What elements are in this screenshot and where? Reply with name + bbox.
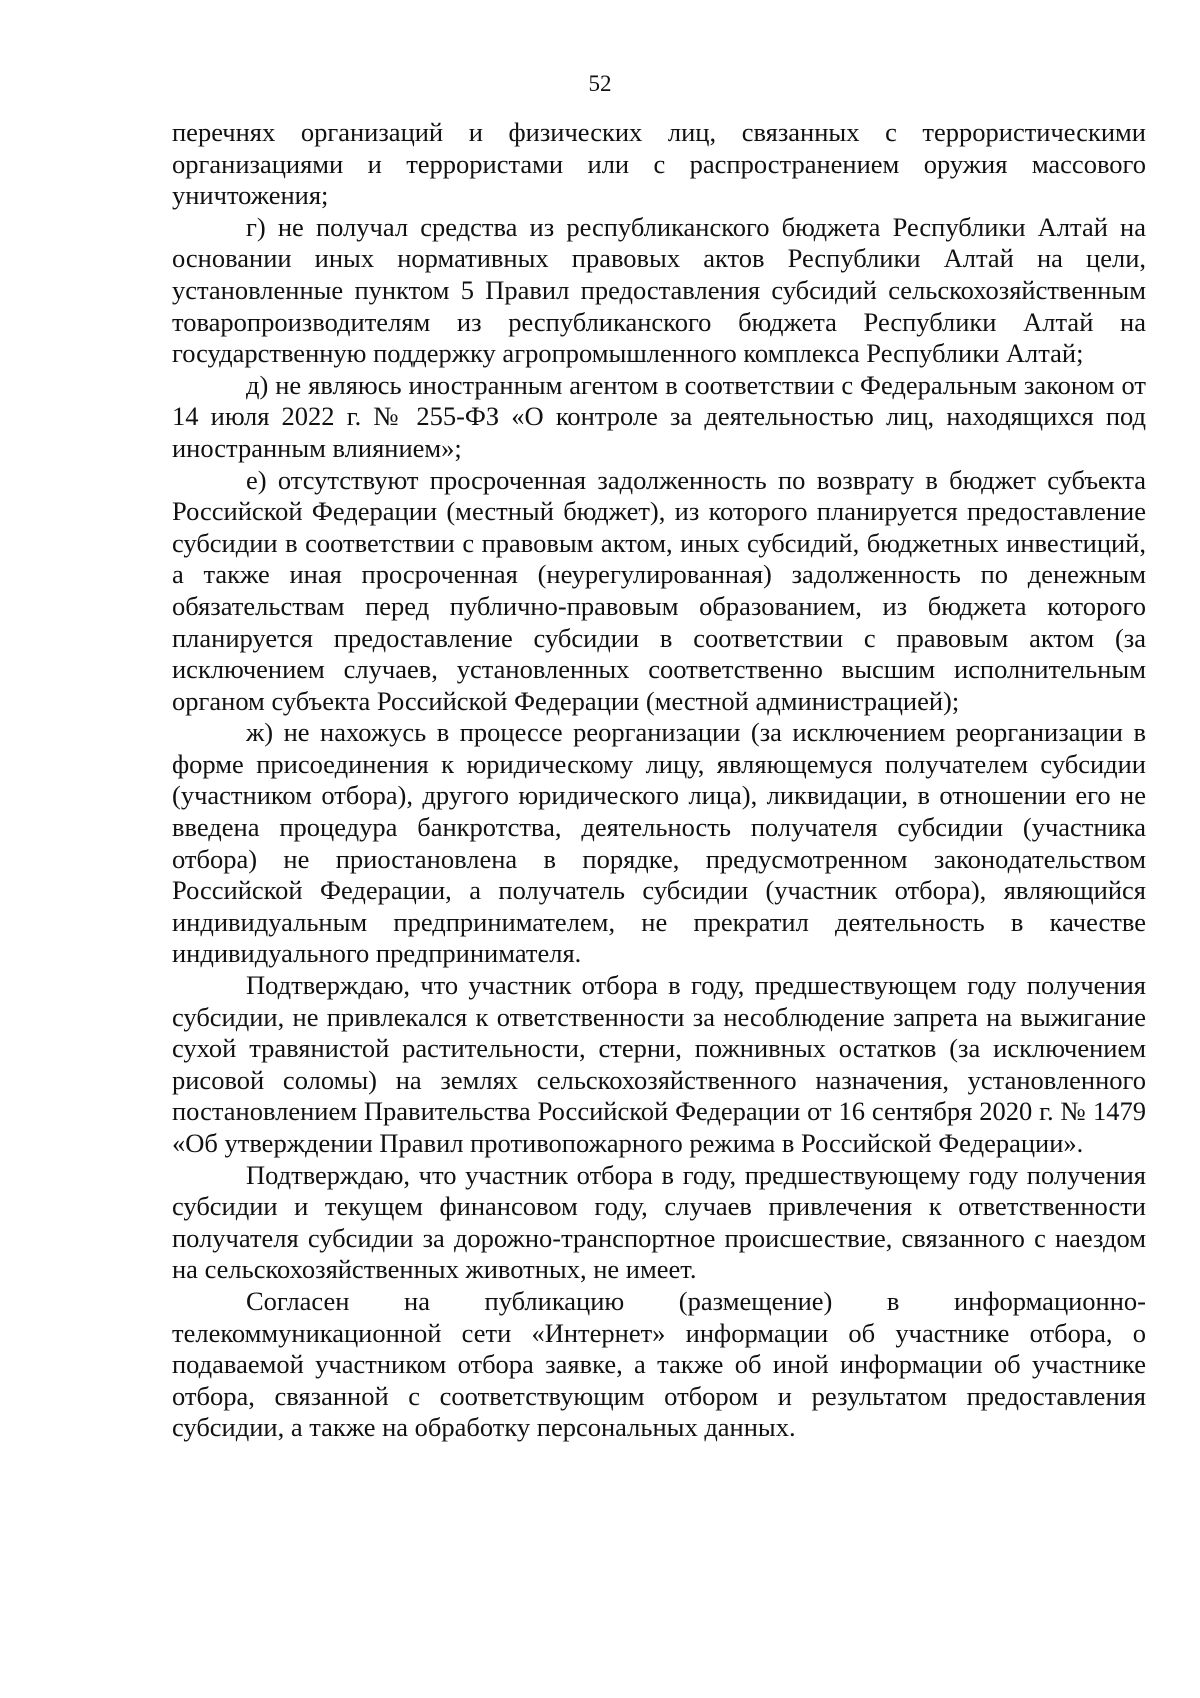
paragraph-g: г) не получал средства из республиканского бюджета Республики Алтай на основании иных нормативных правовых актов Республики Алтай на цели, установленные пунктом 5 Правил предоставления субсидий сельскохозяйственным товаропроизводителям из республиканского бюджета Республики Алтай на государственную поддержку агропромышленного комплекса Республики Алтай; <box>172 211 1146 369</box>
paragraph-d: д) не являюсь иностранным агентом в соответствии с Федеральным законом от 14 июля 2022 г. № 255-ФЗ «О контроле за деятельностью лиц, находящихся под иностранным влиянием»; <box>172 369 1146 463</box>
paragraph-zh: ж) не нахожусь в процессе реорганизации (за исключением реорганизации в форме присоединения к юридическому лицу, являющемуся получателем субсидии (участником отбора), другого юридического лица), ликвидации, в отношении его не введена процедура банкротства, деятельность получателя субсидии (участника отбора) не приостановлена в порядке, предусмотренном законодательством Российской Федерации, а получатель субсидии (участник отбора), являющийся индивидуальным предпринимателем, не прекратил деятельность в качестве индивидуального предпринимателя. <box>172 717 1146 969</box>
paragraph-confirmation-accidents: Подтверждаю, что участник отбора в году, предшествующему году получения субсидии и текущем финансовом году, случаев привлечения к ответственности получателя субсидии за дорожно-транспортное происшествие, связанного с наездом на сельскохозяйственных животных, не имеет. <box>172 1159 1146 1285</box>
document-body <box>172 117 1146 1444</box>
paragraph-e: е) отсутствуют просроченная задолженность по возврату в бюджет субъекта Российской Федерации (местный бюджет), из которого планируется предоставление субсидии в соответствии с правовым актом, иных субсидий, бюджетных инвестиций, а также иная просроченная (неурегулированная) задолженность по денежным обязательствам перед публично-правовым образованием, из бюджета которого планируется предоставление субсидии в соответствии с правовым актом (за исключением случаев, установленных соответственно высшим исполнительным органом субъекта Российской Федерации (местной администрацией); <box>172 464 1146 716</box>
paragraph-consent-publication: Согласен на публикацию (размещение) в информационно-телекоммуникационной сети «Интернет» информации об участнике отбора, о подаваемой участником отбора заявке, а также об иной информации об участнике отбора, связанной с соответствующим отбором и результатом предоставления субсидии, а также на обработку персональных данных. <box>172 1285 1146 1443</box>
page-number: 52 <box>588 71 612 96</box>
paragraph-continuation: перечнях организаций и физических лиц, связанных с террористическими организациями и террористами или с распространением оружия массового уничтожения; <box>172 117 1146 211</box>
paragraph-confirmation-burning: Подтверждаю, что участник отбора в году, предшествующем году получения субсидии, не привлекался к ответственности за несоблюдение запрета на выжигание сухой травянистой растительности, стерни, пожнивных остатков (за исключением рисовой соломы) на землях сельскохозяйственного назначения, установленного постановлением Правительства Российской Федерации от 16 сентября 2020 г. № 1479 «Об утверждении Правил противопожарного режима в Российской Федерации». <box>172 970 1146 1158</box>
